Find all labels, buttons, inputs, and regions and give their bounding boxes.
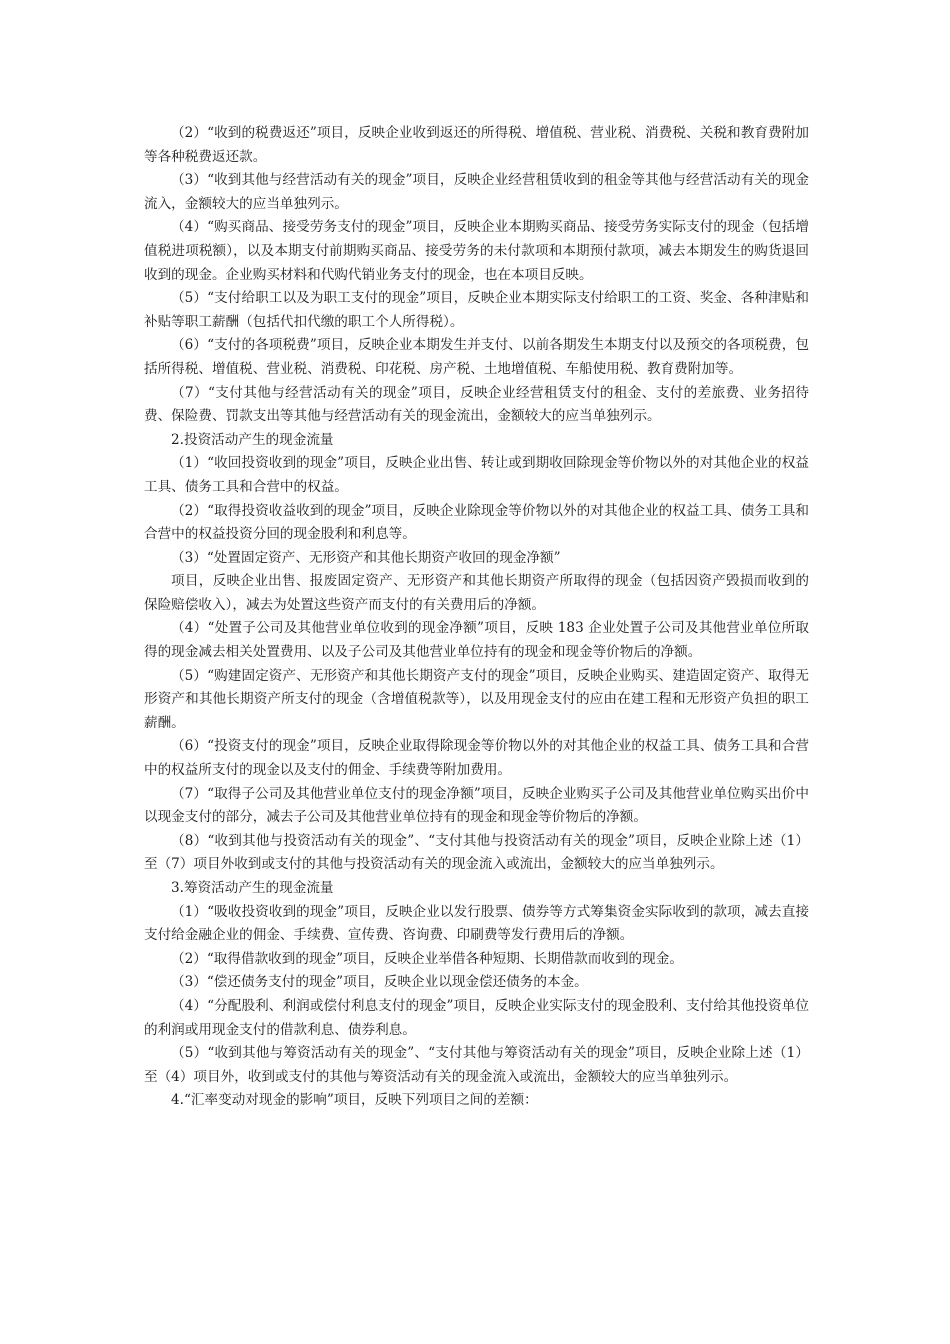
paragraph-disposal-body: 项目，反映企业出售、报废固定资产、无形资产和其他长期资产所取得的现金（包括因资产毁损而收到的保险赔偿收入），减去为处置这些资产而支付的有关费用后的净额。 [144, 573, 809, 613]
paragraph-debt-repaid: （3）“偿还债务支付的现金”项目，反映企业以现金偿还债务的本金。 [171, 974, 588, 991]
paragraph-investment-income: （2）“取得投资收益收到的现金”项目，反映企业除现金等价物以外的对其他企业的权益工具、债务工具和合营中的权益投资分回的现金股利和利息等。 [144, 502, 809, 543]
paragraph-disposal-title: （3）“处置固定资产、无形资产和其他长期资产收回的现金净额” [171, 549, 561, 566]
section-heading-investing: 2.投资活动产生的现金流量 [171, 431, 334, 448]
paragraph-capital-received: （1）“吸收投资收到的现金”项目，反映企业以发行股票、债券等方式筹集资金实际收到的款项，减去直接支付给金融企业的佣金、手续费、宣传费、咨询费、印刷费等发行费用后的净额。 [144, 903, 809, 944]
paragraph-other-financing: （5）“收到其他与筹资活动有关的现金”、“支付其他与筹资活动有关的现金”项目，反映企业除上述（1）至（4）项目外，收到或支付的其他与筹资活动有关的现金流入或流出，金额较大的应当单独列示。 [144, 1045, 809, 1085]
paragraph-subsidiary-acquisition: （7）“取得子公司及其他营业单位支付的现金净额”项目，反映企业购买子公司及其他营业单位购买出价中以现金支付的部分，减去子公司及其他营业单位持有的现金和现金等价物后的净额。 [144, 785, 809, 826]
section-heading-exchange-rate: 4.“汇率变动对现金的影响”项目，反映下列项目之间的差额： [171, 1092, 538, 1109]
paragraph-other-investing: （8）“收到其他与投资活动有关的现金”、“支付其他与投资活动有关的现金”项目，反映企业除上述（1）至（7）项目外收到或支付的其他与投资活动有关的现金流入或流出，金额较大的应当单独列示。 [144, 832, 809, 873]
paragraph-tax-refund: （2）“收到的税费返还”项目，反映企业收到返还的所得税、增值税、营业税、消费税、关税和教育费附加等各种税费返还款。 [144, 125, 809, 165]
paragraph-employee-payments: （5）“支付给职工以及为职工支付的现金”项目，反映企业本期实际支付给职工的工资、奖金、各种津贴和补贴等职工薪酬（包括代扣代缴的职工个人所得税）。 [144, 290, 809, 330]
document-body [144, 122, 809, 1113]
section-heading-financing: 3.筹资活动产生的现金流量 [171, 880, 334, 896]
paragraph-investment-paid: （6）“投资支付的现金”项目，反映企业取得除现金等价物以外的对其他企业的权益工具、债务工具和合营中的权益所支付的现金以及支付的佣金、手续费等附加费用。 [144, 738, 809, 779]
paragraph-purchase-goods: （4）“购买商品、接受劳务支付的现金”项目，反映企业本期购买商品、接受劳务实际支付的现金（包括增值税进项税额），以及本期支付前期购买商品、接受劳务的未付款项和本期预付款项，减去本期发生的购货退回收到的现金。企业购买材料和代购代销业务支付的现金，也在本项目反映。 [144, 219, 809, 283]
paragraph-borrowings-received: （2）“取得借款收到的现金”项目，反映企业举借各种短期、长期借款而收到的现金。 [171, 950, 683, 967]
paragraph-dividends-paid: （4）“分配股利、利润或偿付利息支付的现金”项目，反映企业实际支付的现金股利、支付给其他投资单位的利润或用现金支付的借款利息、债券利息。 [144, 997, 809, 1038]
paragraph-other-operating-inflow: （3）“收到其他与经营活动有关的现金”项目，反映企业经营租赁收到的租金等其他与经营活动有关的现金流入，金额较大的应当单独列示。 [144, 172, 809, 212]
paragraph-fixed-asset-purchase: （5）“购建固定资产、无形资产和其他长期资产支付的现金”项目，反映企业购买、建造固定资产、取得无形资产和其他长期资产所支付的现金（含增值税款等），以及用现金支付的应由在建工程和无形资产负担的职工薪酬。 [144, 667, 809, 731]
paragraph-taxes-paid: （6）“支付的各项税费”项目，反映企业本期发生并支付、以前各期发生本期支付以及预交的各项税费，包括所得税、增值税、营业税、消费税、印花税、房产税、土地增值税、车船使用税、教育费附加等。 [144, 337, 809, 377]
paragraph-other-operating-outflow: （7）“支付其他与经营活动有关的现金”项目，反映企业经营租赁支付的租金、支付的差旅费、业务招待费、保险费、罚款支出等其他与经营活动有关的现金流出，金额较大的应当单独列示。 [144, 384, 809, 425]
paragraph-investment-recovered: （1）“收回投资收到的现金”项目，反映企业出售、转让或到期收回除现金等价物以外的对其他企业的权益工具、债务工具和合营中的权益。 [144, 455, 809, 495]
paragraph-subsidiary-disposal: （4）“处置子公司及其他营业单位收到的现金净额”项目，反映 183 企业处置子公司及其他营业单位所取得的现金减去相关处置费用、以及子公司及其他营业单位持有的现金和现金等价物后的净额。 [144, 620, 809, 661]
